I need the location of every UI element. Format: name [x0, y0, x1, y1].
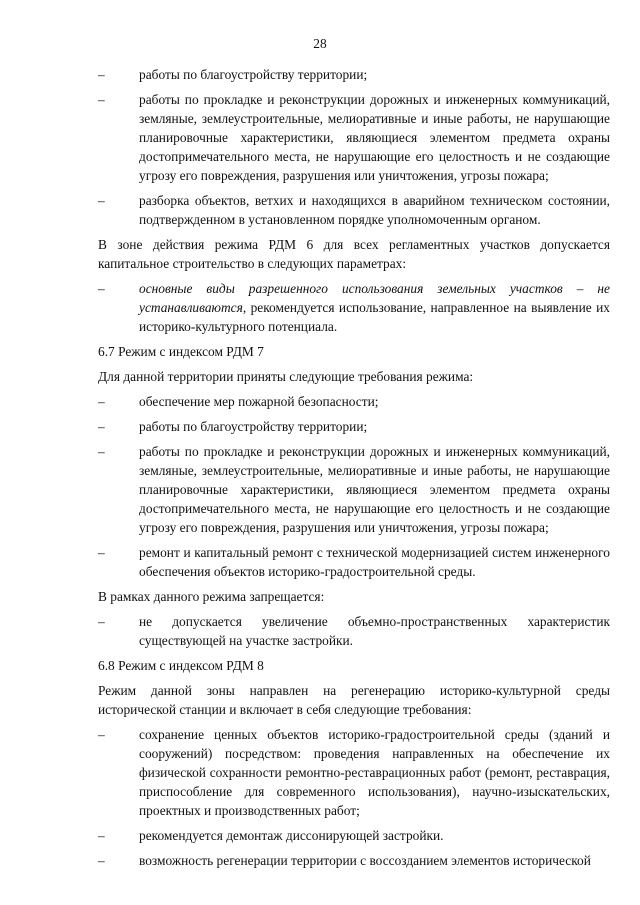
section-heading: 6.8 Режим с индексом РДМ 8	[98, 658, 264, 673]
list-dash: –	[98, 419, 105, 434]
list-item-text: работы по благоустройству территории;	[139, 67, 368, 82]
list-item	[98, 279, 610, 336]
list-item	[98, 417, 610, 436]
list-item	[98, 392, 610, 411]
paragraph: В рамках данного режима запрещается:	[98, 589, 325, 604]
page-number: 28	[313, 36, 327, 51]
list-item-text: , рекомендуется использование, направленное на выявление их историко-культурного потенциала.	[139, 300, 610, 334]
list-item	[98, 612, 610, 650]
list-item	[98, 65, 610, 84]
list-item	[98, 442, 610, 537]
list-item-text: рекомендуется демонтаж диссонирующей застройки.	[139, 828, 444, 843]
paragraph: В зоне действия режима РДМ 6 для всех регламентных участков допускается капитальное строительство в следующих параметрах:	[98, 237, 610, 271]
list-item-text: работы по прокладке и реконструкции дорожных и инженерных коммуникаций, земляные, землеустроительные, мелиоративные и иные работы, не нарушающие планировочные характеристики, являющиеся элементом предмета охраны достопримечательного места, не нарушающие его целостность и не создающие угрозу его повреждения, разрушения или уничтожения, угрозы пожара;	[139, 92, 610, 183]
list-item-text: обеспечение мер пожарной безопасности;	[139, 394, 379, 409]
list-dash: –	[98, 193, 105, 208]
paragraph: Для данной территории приняты следующие требования режима:	[98, 369, 474, 384]
list-dash: –	[98, 614, 105, 629]
list-item	[98, 90, 610, 185]
list-dash: –	[98, 281, 105, 296]
list-item	[98, 851, 610, 870]
list-dash: –	[98, 828, 105, 843]
list-dash: –	[98, 545, 105, 560]
list-item-text: не допускается увеличение объемно-пространственных характеристик существующей на участке застройки.	[139, 614, 610, 648]
list-item-text: работы по прокладке и реконструкции дорожных и инженерных коммуникаций, земляные, землеустроительные, мелиоративные и иные работы, не нарушающие планировочные характеристики, являющиеся элементом предмета охраны достопримечательного места, не нарушающие его целостность и не создающие угрозу его повреждения, разрушения или уничтожения, угрозы пожара;	[139, 444, 610, 535]
list-dash: –	[98, 727, 105, 742]
list-dash: –	[98, 92, 105, 107]
list-dash: –	[98, 394, 105, 409]
list-dash: –	[98, 444, 105, 459]
list-item-text: сохранение ценных объектов историко-градостроительной среды (зданий и сооружений) посредством: проведения направленных на обеспечение их физической сохранности ремонтно-реставрационных работ (ремонт, реставрация, приспособление для современного использования), научно-изыскательских, проектных и производственных работ;	[139, 727, 610, 818]
list-dash: –	[98, 853, 105, 868]
list-item	[98, 543, 610, 581]
section-heading: 6.7 Режим с индексом РДМ 7	[98, 344, 264, 359]
list-item	[98, 725, 610, 820]
list-item-text: возможность регенерации территории с воссозданием элементов исторической	[139, 853, 591, 868]
list-item-italic-text: основные виды разрешенного использования земельных участков – не устанавливаются	[139, 281, 610, 315]
list-item-text: разборка объектов, ветхих и находящихся в аварийном техническом состоянии, подтвержденном в установленном порядке уполномоченным органом.	[139, 193, 610, 227]
list-item	[98, 826, 610, 845]
list-item	[98, 191, 610, 229]
paragraph: Режим данной зоны направлен на регенерацию историко-культурной среды исторической станции и включает в себя следующие требования:	[98, 683, 610, 717]
list-dash: –	[98, 67, 105, 82]
list-item-text: работы по благоустройству территории;	[139, 419, 368, 434]
list-item-text: ремонт и капитальный ремонт с технической модернизацией систем инженерного обеспечения объектов историко-градостроительной среды.	[139, 545, 610, 579]
document-body	[98, 65, 610, 876]
